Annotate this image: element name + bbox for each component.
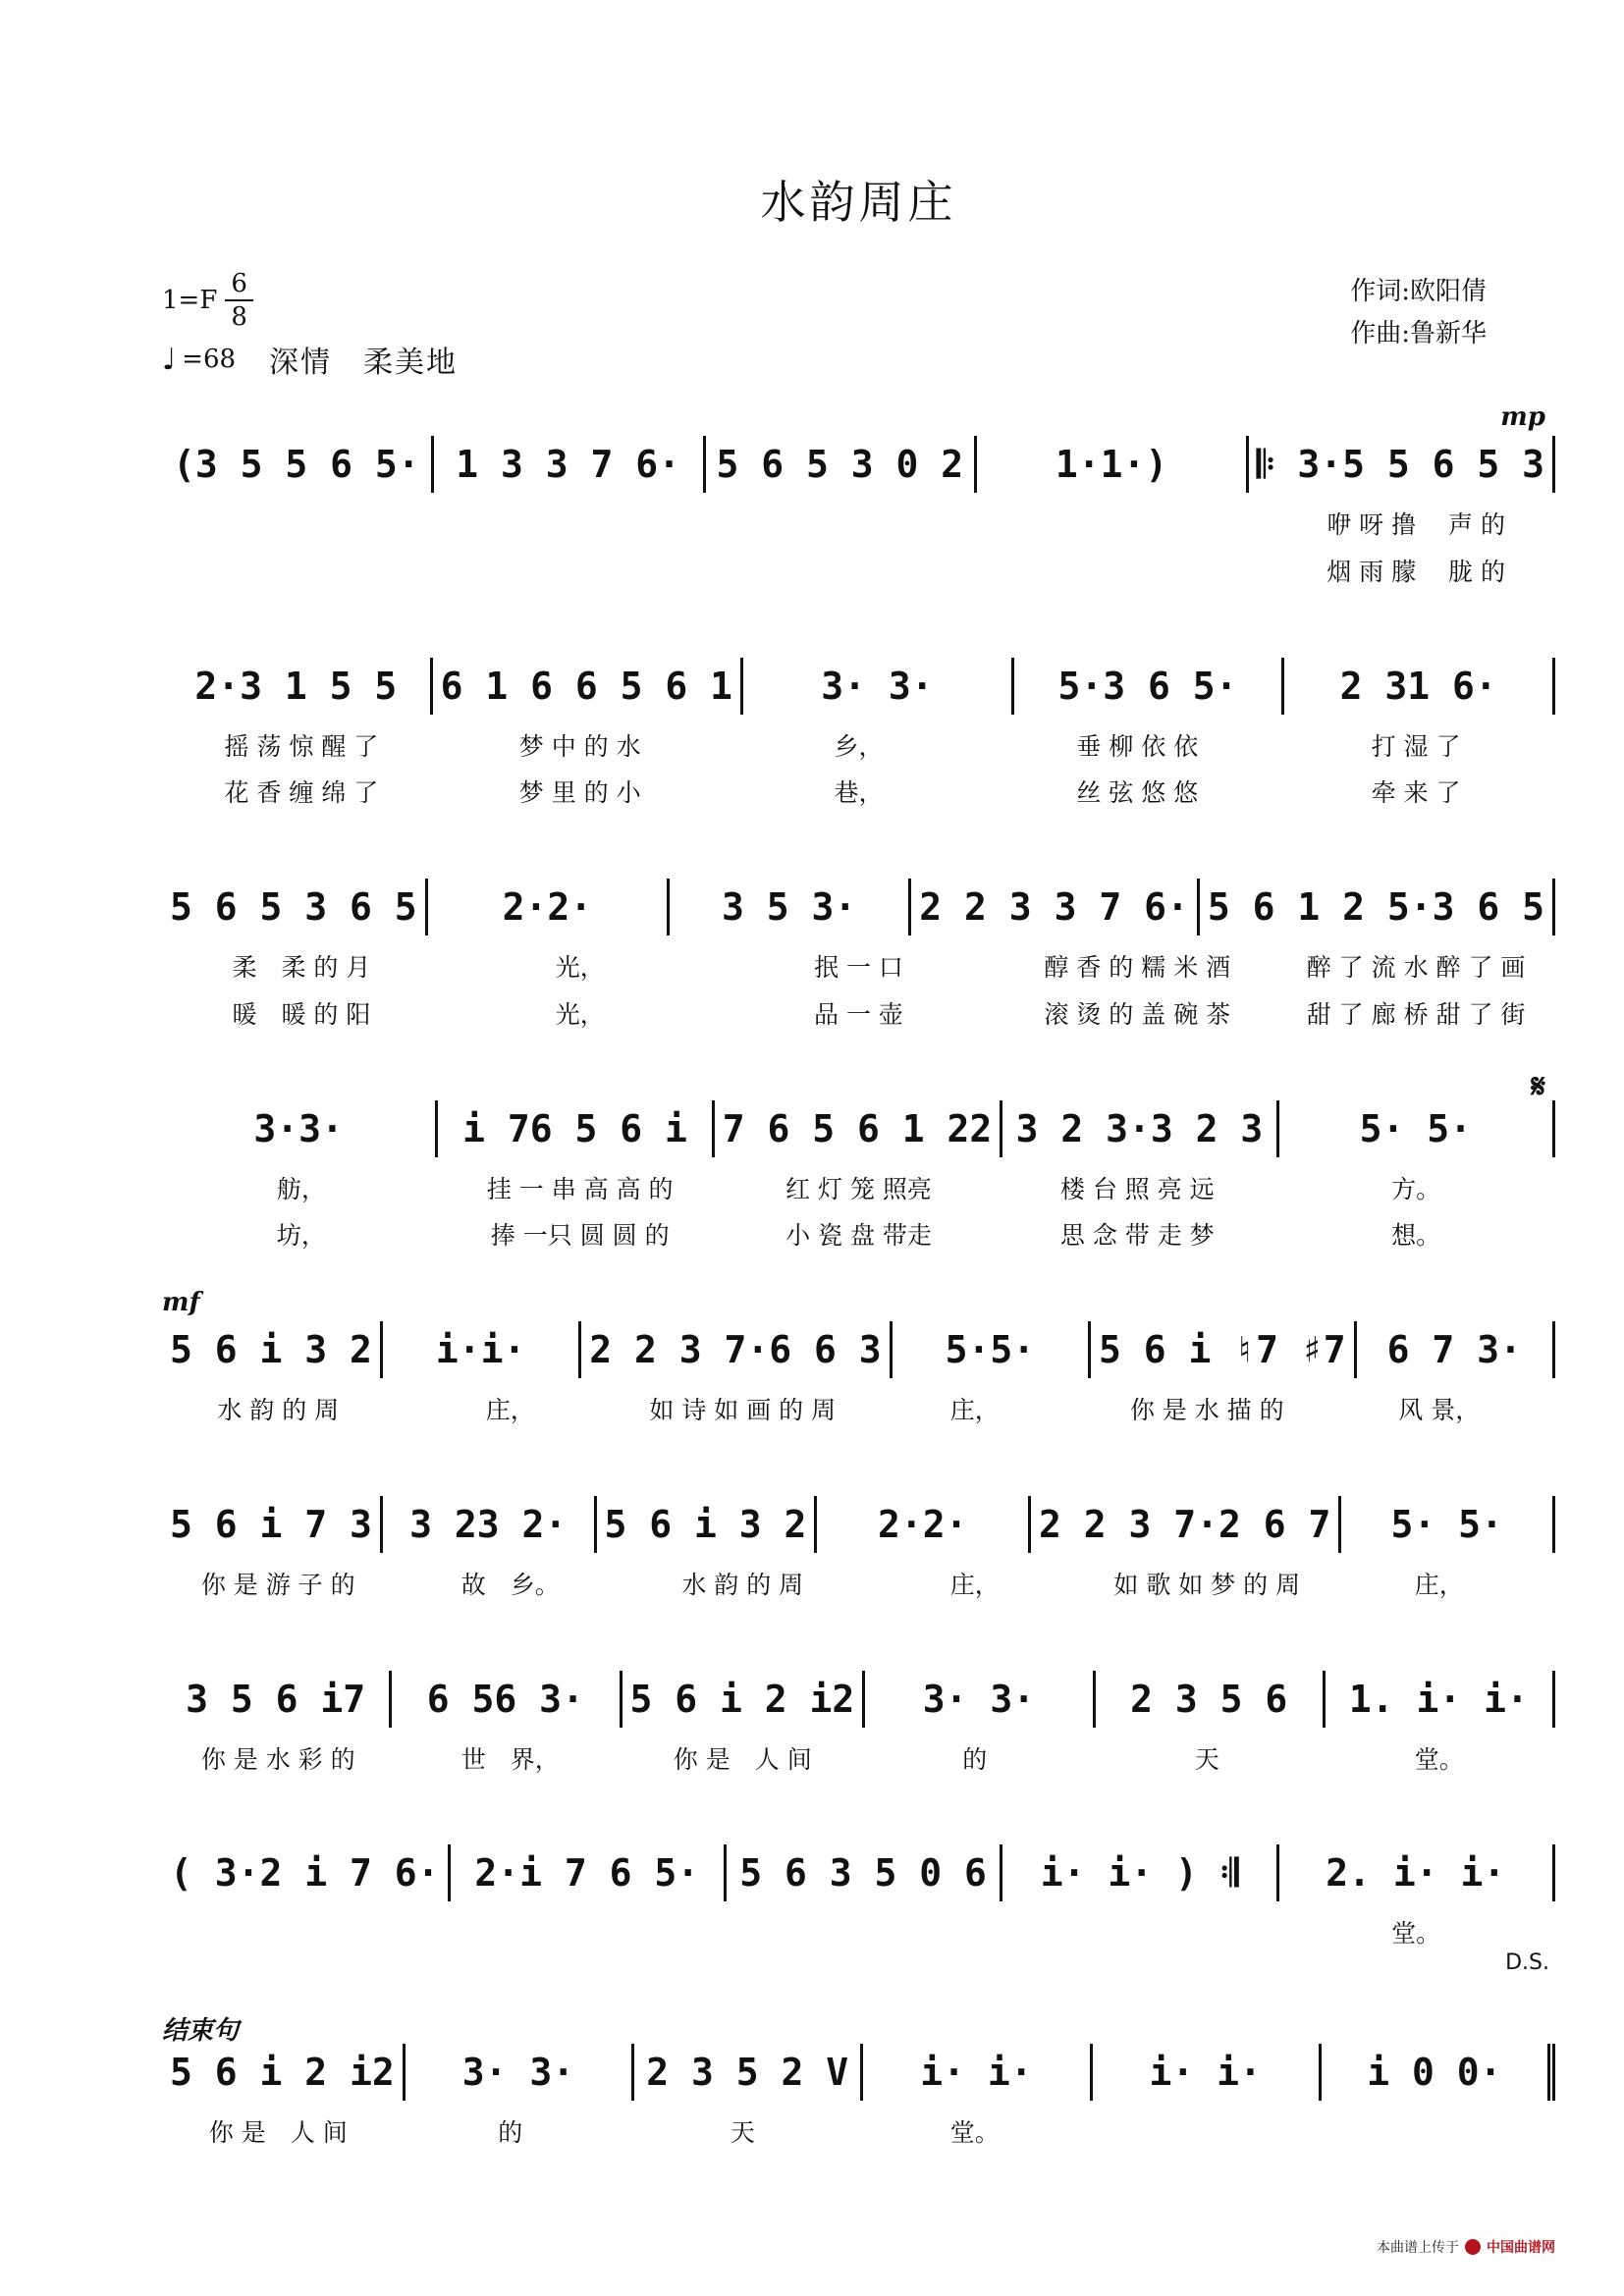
lyric-segment: 的 — [962, 1744, 988, 1774]
measure: 2 3 5 2 V — [634, 2044, 863, 2101]
measure: 2 2 3 3 7 6· — [911, 879, 1200, 935]
lyric-segment — [720, 1917, 999, 1950]
lyric-segment — [720, 556, 999, 589]
dynamic-mark: 结束句 — [162, 2016, 240, 2046]
system-marks — [162, 1288, 1555, 1319]
lyricist-credit: 作词:欧阳倩 — [1350, 277, 1487, 306]
score-system — [162, 1637, 1555, 1777]
expression-text: 深情 柔美地 — [269, 346, 459, 380]
lyric-segment: 醇 香 的 糯 米 酒 — [1044, 953, 1231, 982]
measure: 7 6 5 6 1 22 — [715, 1100, 1003, 1157]
system-marks — [162, 624, 1555, 656]
measure: i· i· — [1093, 2044, 1322, 2101]
measure: i 0 0· — [1322, 2044, 1555, 2101]
measure: 5 6 i 2 i2 — [162, 2044, 406, 2101]
lyric-segment: 天 — [1194, 1744, 1219, 1774]
lyric-segment: 梦 中 的 水 — [518, 731, 641, 761]
lyric-segment: 光， — [555, 999, 605, 1029]
lyric-segment: 堂。 — [1391, 1919, 1441, 1949]
measure: 3 23 2· — [383, 1496, 597, 1553]
key-label: 1=F — [162, 286, 218, 315]
lyric-segment: 滚 烫 的 盖 碗 茶 — [1044, 999, 1231, 1029]
lyric-segment: 丝 弦 悠 悠 — [1076, 778, 1199, 808]
lyric-segment: 你 是 水 彩 的 — [200, 1744, 355, 1774]
time-denominator: 8 — [231, 302, 247, 332]
system-mark-right: mp — [1500, 402, 1545, 432]
notation-line — [162, 656, 1555, 717]
lyric-segment: 甜 了 廊 桥 甜 了 街 — [1306, 999, 1526, 1029]
score-systems — [162, 402, 1555, 2185]
measure: 5 6 1 2 5·3 6 5 — [1200, 879, 1555, 935]
score-system — [162, 845, 1555, 1032]
composer-credit: 作曲:鲁新华 — [1350, 319, 1487, 348]
lyric-segment: 捧 一只 圆 圆 的 — [490, 1221, 670, 1251]
measure: 3 5 3· — [670, 879, 911, 935]
lyric-segment: 红 灯 笼 照亮 — [785, 1174, 932, 1203]
measure: 3· 3· — [865, 1671, 1095, 1728]
lyric-segment: 醉 了 流 水 醉 了 画 — [1306, 953, 1526, 982]
lyric-segment — [1091, 2116, 1324, 2150]
measure: ( 3·2 i 7 6· — [162, 1844, 451, 1901]
measure: 5 6 i 7 3 — [162, 1496, 383, 1553]
system-marks — [162, 1066, 1555, 1106]
measure: 1·1·) — [977, 436, 1249, 493]
lyric-segment: 堂。 — [1414, 1744, 1464, 1774]
notation-line — [162, 877, 1555, 937]
measure: 5 6 5 3 6 5 — [162, 879, 428, 935]
lyric-segment — [998, 1917, 1276, 1950]
measure: 2 2 3 7·6 6 3 — [581, 1321, 892, 1378]
lyric-segment: 故 乡。 — [460, 1570, 560, 1599]
notation-line — [162, 1319, 1555, 1380]
lyric-segment — [441, 508, 720, 542]
measure: i·i· — [383, 1321, 581, 1378]
lyric-segment: 风 景， — [1398, 1396, 1481, 1424]
lyric-line — [162, 1394, 1555, 1427]
credits — [1350, 271, 1487, 349]
score-header — [162, 271, 1555, 381]
lyric-segment: 庄， — [1414, 1570, 1464, 1599]
score-system — [162, 1811, 1555, 1975]
measure: 2·3 1 5 5 — [162, 658, 433, 715]
notation-line — [162, 434, 1555, 495]
measure: 𝄆 3·5 5 6 5 3 — [1249, 436, 1555, 493]
measure: i· i· ) 𝄇 — [1002, 1844, 1278, 1901]
lyric-line — [162, 508, 1555, 542]
lyric-line — [162, 2116, 1555, 2150]
measure: 3·3· — [162, 1100, 438, 1157]
lyric-segment — [720, 508, 999, 542]
measure: 5· 5· — [1279, 1100, 1555, 1157]
notation-line — [162, 1098, 1555, 1159]
measure: 3 5 6 i7 — [162, 1671, 392, 1728]
lyric-segment: 挂 一 串 高 高 的 — [486, 1174, 674, 1203]
measure: 3· 3· — [406, 2044, 634, 2101]
lyric-segment: 舫， — [276, 1174, 326, 1203]
lyric-line — [162, 1743, 1555, 1777]
dynamic-mark: mf — [162, 1288, 200, 1317]
score-system — [162, 1288, 1555, 1427]
notation-line — [162, 1842, 1555, 1903]
footer-watermark — [162, 2237, 1555, 2257]
lyric-segment: 你 是 人 间 — [673, 1744, 812, 1774]
measure: 2·2· — [428, 879, 670, 935]
lyric-segment: 乡， — [834, 731, 884, 761]
lyric-segment: 思 念 带 走 梦 — [1059, 1221, 1215, 1251]
lyric-segment — [998, 508, 1276, 542]
lyric-line — [162, 1569, 1555, 1602]
lyric-segment: 世 界， — [460, 1744, 560, 1774]
measure: 2 31 6· — [1284, 658, 1555, 715]
lyric-segment: 抿 一 口 — [814, 953, 903, 982]
score-system — [162, 1067, 1555, 1254]
lyric-segment: 花 香 缠 绵 了 — [224, 778, 379, 808]
measure: 5 6 5 3 0 2 — [706, 436, 978, 493]
lyric-segment: 坊， — [276, 1221, 326, 1251]
measure: i· i· — [863, 2044, 1092, 2101]
lyric-segment: 天 — [730, 2118, 755, 2147]
lyric-segment — [162, 1917, 441, 1950]
lyric-segment: 烟 雨 朦 胧 的 — [1326, 557, 1505, 586]
lyric-segment — [162, 556, 441, 589]
tempo-value: =68 — [182, 345, 237, 374]
measure: 5·3 6 5· — [1014, 658, 1285, 715]
system-marks — [162, 2010, 1555, 2046]
time-numerator: 6 — [225, 271, 253, 301]
lyric-segment: 楼 台 照 亮 远 — [1059, 1174, 1215, 1203]
lyric-segment: 暖 暖 的 阳 — [232, 999, 371, 1029]
lyric-line — [162, 1219, 1555, 1253]
lyric-segment: 梦 里 的 小 — [518, 778, 641, 808]
measure: 2·2· — [817, 1496, 1031, 1553]
lyric-segment: 牵 来 了 — [1371, 778, 1461, 808]
lyric-segment: 庄， — [949, 1570, 1000, 1599]
lyric-segment: 光， — [555, 953, 605, 982]
measure: 1. i· i· — [1326, 1671, 1555, 1728]
key-signature — [162, 271, 458, 330]
tempo-marking — [162, 338, 458, 381]
measure: 6 56 3· — [392, 1671, 622, 1728]
lyric-segment: 垂 柳 依 依 — [1076, 731, 1199, 761]
lyric-line — [162, 951, 1555, 985]
measure: 5 6 i 3 2 — [597, 1496, 818, 1553]
system-marks — [162, 845, 1555, 877]
lyric-segment: 水 韵 的 周 — [681, 1570, 804, 1599]
lyric-line — [162, 556, 1555, 589]
lyric-segment: 你 是 人 间 — [208, 2118, 348, 2147]
time-signature — [225, 271, 253, 330]
system-mark-right: 𝄋 — [1531, 1066, 1545, 1106]
system-marks — [162, 1463, 1555, 1494]
notation-line — [162, 2042, 1555, 2103]
lyric-segment: 如 诗 如 画 的 周 — [649, 1396, 837, 1424]
lyric-segment — [441, 556, 720, 589]
lyric-segment: 水 韵 的 周 — [217, 1396, 340, 1424]
measure: i 76 5 6 i — [438, 1100, 714, 1157]
lyric-segment: 打 湿 了 — [1371, 731, 1461, 761]
lyric-segment: 庄， — [949, 1396, 1000, 1424]
measure: 3 2 3·3 2 3 — [1002, 1100, 1278, 1157]
lyric-line — [162, 1917, 1555, 1950]
score-system — [162, 402, 1555, 589]
score-meta — [162, 271, 458, 381]
notation-line — [162, 1494, 1555, 1555]
lyric-segment: 咿 呀 撸 声 的 — [1326, 510, 1505, 539]
lyric-segment — [441, 1917, 720, 1950]
measure: 5· 5· — [1341, 1496, 1555, 1553]
measure: 5·5· — [893, 1321, 1091, 1378]
lyric-segment: 想。 — [1391, 1221, 1441, 1251]
lyric-line — [162, 730, 1555, 764]
measure: 6 7 3· — [1357, 1321, 1555, 1378]
lyric-segment — [1324, 2116, 1556, 2150]
lyric-segment: 方。 — [1391, 1174, 1441, 1203]
lyric-line — [162, 1173, 1555, 1206]
lyric-segment: 堂。 — [949, 2118, 1000, 2147]
lyric-segment: 的 — [498, 2118, 523, 2147]
lyric-line — [162, 776, 1555, 810]
measure: 5 6 i 2 i2 — [623, 1671, 866, 1728]
score-system — [162, 2010, 1555, 2150]
lyric-segment: 庄， — [485, 1396, 535, 1424]
measure: 2 2 3 7·2 6 7 — [1031, 1496, 1341, 1553]
measure: 3· 3· — [743, 658, 1014, 715]
system-marks — [162, 1811, 1555, 1842]
measure: 5 6 i ♮7 ♯7 — [1091, 1321, 1357, 1378]
lyric-segment: 如 歌 如 梦 的 周 — [1113, 1570, 1301, 1599]
lyric-line — [162, 998, 1555, 1032]
lyric-segment: 品 一 壶 — [814, 999, 903, 1029]
song-title: 水韵周庄 — [760, 176, 957, 229]
lyric-segment: 柔 柔 的 月 — [232, 953, 371, 982]
measure: 1 3 3 7 6· — [434, 436, 706, 493]
quarter-note-icon: ♩ — [162, 342, 177, 377]
measure: 2 3 5 6 — [1096, 1671, 1326, 1728]
lyric-segment: 小 瓷 盘 带走 — [785, 1221, 932, 1251]
lyric-segment: 摇 荡 惊 醒 了 — [224, 731, 379, 761]
lyric-segment: 巷， — [834, 778, 884, 808]
lyric-segment — [162, 508, 441, 542]
system-marks — [162, 402, 1555, 434]
score-system — [162, 624, 1555, 811]
score-system — [162, 1463, 1555, 1602]
system-marks — [162, 1637, 1555, 1669]
dal-segno-mark: D.S. — [1505, 1950, 1549, 1975]
measure: 2. i· i· — [1279, 1844, 1555, 1901]
lyric-segment — [998, 556, 1276, 589]
lyric-segment: 你 是 水 描 的 — [1129, 1396, 1284, 1424]
upload-note: 本曲谱上传于 — [1377, 2240, 1459, 2256]
site-name: 中国曲谱网 — [1487, 2240, 1555, 2256]
notation-line — [162, 1669, 1555, 1730]
measure: 6 1 6 6 5 6 1 — [433, 658, 743, 715]
measure: 5 6 i 3 2 — [162, 1321, 383, 1378]
measure: (3 5 5 6 5· — [162, 436, 434, 493]
measure: 5 6 3 5 0 6 — [727, 1844, 1002, 1901]
site-logo-icon — [1465, 2239, 1481, 2255]
lyric-segment: 你 是 游 子 的 — [200, 1570, 355, 1599]
measure: 2·i 7 6 5· — [451, 1844, 727, 1901]
